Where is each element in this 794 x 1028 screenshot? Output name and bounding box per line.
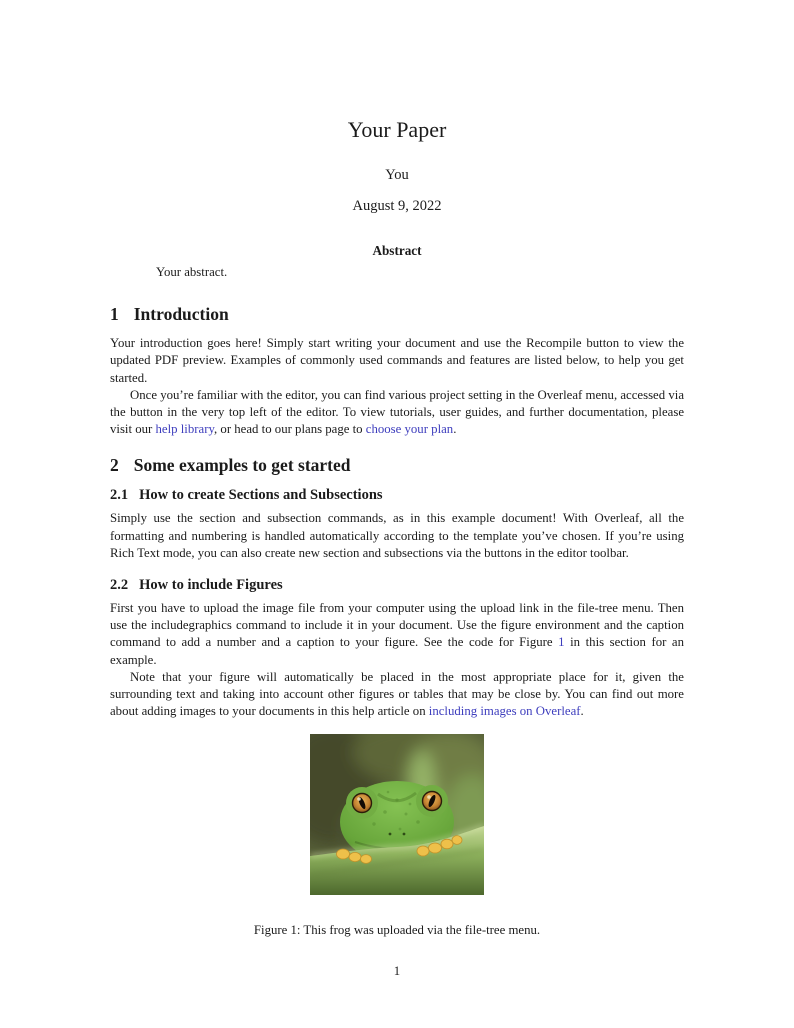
- abstract-heading: Abstract: [372, 243, 422, 258]
- text-segment: .: [453, 422, 457, 437]
- intro-paragraph-1: Your introduction goes here! Simply start writing your document and use the Recompile button to view the updated PDF preview. Examples of commonly used commands and features are listed below, to help you get started.: [110, 336, 684, 385]
- figure-1-caption: Figure 1: This frog was uploaded via the file-tree menu.: [253, 923, 541, 938]
- abstract-text: Your abstract.: [156, 265, 228, 279]
- section-2-number: 2: [110, 455, 119, 476]
- subsection-2-2-number: 2.2: [110, 577, 129, 594]
- paper-author: You: [385, 167, 409, 183]
- text-segment: Note that your figure will automatically be placed in the most appropriate place for it, given the surrounding text and taking into account other figures or tables that may be close by. You can find out more about adding images to your documents in this help article on: [110, 669, 684, 719]
- inline-link[interactable]: choose your plan: [365, 422, 454, 437]
- text-segment: in this section for an example.: [110, 635, 685, 667]
- figure-1: [110, 734, 684, 900]
- inline-link[interactable]: help library: [155, 422, 215, 437]
- inline-link[interactable]: including images on Overleaf: [428, 704, 581, 719]
- subsection-2-1-title: How to create Sections and Subsections: [139, 487, 383, 504]
- text-segment: First you have to upload the image file from your computer using the upload link in the file-tree menu. Then use the includegraphics command to include it in your document. Use the figure environment and the caption command to add a number and a caption to your figure. See the code for Figure: [110, 601, 684, 650]
- text-segment: .: [580, 704, 584, 719]
- subsection-2-2-heading: [110, 576, 684, 594]
- section-1-title: Introduction: [133, 304, 229, 325]
- intro-paragraph-2: [110, 387, 684, 439]
- text-segment: Once you’re familiar with the editor, you can find various project setting in the Overleaf menu, accessed via the button in the very top left of the editor. To view tutorials, user guides, and further documentation, please visit our: [110, 387, 684, 437]
- figure-image-frog: [310, 734, 484, 895]
- inline-link[interactable]: 1: [558, 635, 565, 650]
- subsection-2-1-heading: [110, 486, 684, 504]
- page-number: 1: [393, 964, 401, 979]
- subsection-2-2-paragraph-2: [110, 669, 684, 721]
- text-segment: , or head to our plans page to: [214, 422, 366, 437]
- subsection-2-2-title: How to include Figures: [139, 577, 283, 594]
- subsection-2-1-paragraph: Simply use the section and subsection commands, as in this example document! With Overleaf, all the formatting and numbering is handled automatically according to the template you’ve chosen. If you’re using Rich Text mode, you can also create new section and subsections via the buttons in the editor toolbar.: [110, 511, 684, 560]
- subsection-2-1-number: 2.1: [110, 487, 129, 504]
- section-1-number: 1: [110, 304, 119, 325]
- section-2-heading: [110, 454, 684, 476]
- paper-date: August 9, 2022: [352, 198, 442, 214]
- section-2-title: Some examples to get started: [133, 455, 351, 476]
- paper-title: Your Paper: [347, 117, 447, 142]
- subsection-2-2-paragraph-1: [110, 600, 684, 669]
- section-1-heading: [110, 303, 684, 325]
